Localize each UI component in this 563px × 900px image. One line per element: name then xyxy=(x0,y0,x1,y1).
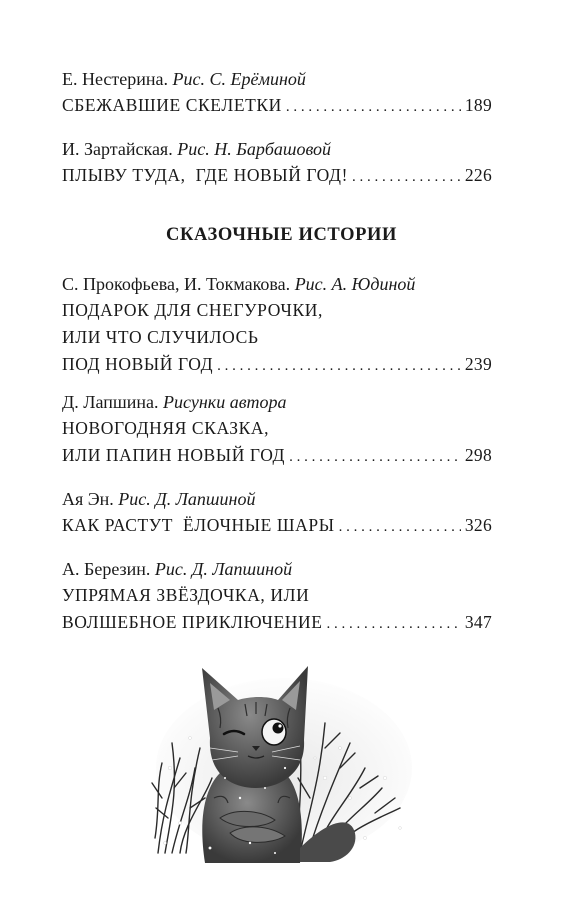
toc-entry[interactable] xyxy=(62,66,492,121)
entry-author: И. Зартайская. xyxy=(62,139,173,159)
entry-title: ПОД НОВЫЙ ГОД xyxy=(62,354,214,374)
entry-credits xyxy=(62,556,492,582)
leader-dots xyxy=(327,611,461,638)
entry-page-number: 347 xyxy=(464,612,492,632)
entry-author: Е. Нестерина. xyxy=(62,69,169,89)
entry-credits xyxy=(62,136,492,162)
toc-entry[interactable] xyxy=(62,389,492,471)
entry-title: СБЕЖАВШИЕ СКЕЛЕТКИ xyxy=(62,95,282,115)
entry-illustrator: Рис. А. Юдиной xyxy=(294,274,416,294)
entry-title-row[interactable] xyxy=(62,351,492,380)
entry-author: А. Березин. xyxy=(62,559,151,579)
entry-illustrator: Рис. С. Ерёминой xyxy=(172,69,306,89)
entry-author: Д. Лапшина. xyxy=(62,392,159,412)
toc-entry[interactable] xyxy=(62,136,492,191)
entry-credits xyxy=(62,486,492,512)
entry-credits xyxy=(62,389,492,415)
entry-title: ИЛИ ПАПИН НОВЫЙ ГОД xyxy=(62,445,286,465)
leader-dots xyxy=(286,94,461,121)
entry-page-number: 226 xyxy=(464,165,492,185)
entry-illustrator: Рис. Д. Лапшиной xyxy=(154,559,293,579)
entry-illustrator: Рис. Д. Лапшиной xyxy=(118,489,256,509)
toc-entry[interactable] xyxy=(62,486,492,541)
entry-title-line: ИЛИ ЧТО СЛУЧИЛОСЬ xyxy=(62,327,259,347)
entry-title-row[interactable] xyxy=(62,609,492,638)
entry-title-line: УПРЯМАЯ ЗВЁЗДОЧКА, ИЛИ xyxy=(62,585,310,605)
entry-title-row[interactable] xyxy=(62,512,492,541)
entry-title: ВОЛШЕБНОЕ ПРИКЛЮЧЕНИЕ xyxy=(62,612,323,632)
toc-entry[interactable] xyxy=(62,556,492,638)
entry-credits xyxy=(62,271,492,297)
entry-title-line: ПОДАРОК ДЛЯ СНЕГУРОЧКИ, xyxy=(62,300,323,320)
entry-page-number: 239 xyxy=(464,354,492,374)
leader-dots xyxy=(289,444,461,471)
entry-title-row[interactable] xyxy=(62,92,492,121)
entry-title: ПЛЫВУ ТУДА, ГДЕ НОВЫЙ ГОД! xyxy=(62,165,349,185)
leader-dots xyxy=(339,514,461,541)
section-heading: СКАЗОЧНЫЕ ИСТОРИИ xyxy=(166,225,397,245)
entry-title-row[interactable] xyxy=(62,442,492,471)
entry-author: Ая Эн. xyxy=(62,489,114,509)
toc-entry[interactable] xyxy=(62,271,492,380)
entry-title-row[interactable] xyxy=(62,162,492,191)
entry-page-number: 326 xyxy=(464,515,492,535)
leader-dots xyxy=(217,353,461,380)
entry-page-number: 298 xyxy=(464,445,492,465)
leader-dots xyxy=(352,164,461,191)
entry-title: КАК РАСТУТ ЁЛОЧНЫЕ ШАРЫ xyxy=(62,515,335,535)
entry-illustrator: Рис. Н. Барбашовой xyxy=(177,139,332,159)
entry-title-line: НОВОГОДНЯЯ СКАЗКА, xyxy=(62,418,270,438)
cat-in-snow-illustration xyxy=(150,648,418,863)
entry-illustrator: Рисунки автора xyxy=(163,392,287,412)
entry-author: С. Прокофьева, И. Токмакова. xyxy=(62,274,291,294)
entry-page-number: 189 xyxy=(464,95,492,115)
entry-credits xyxy=(62,66,492,92)
